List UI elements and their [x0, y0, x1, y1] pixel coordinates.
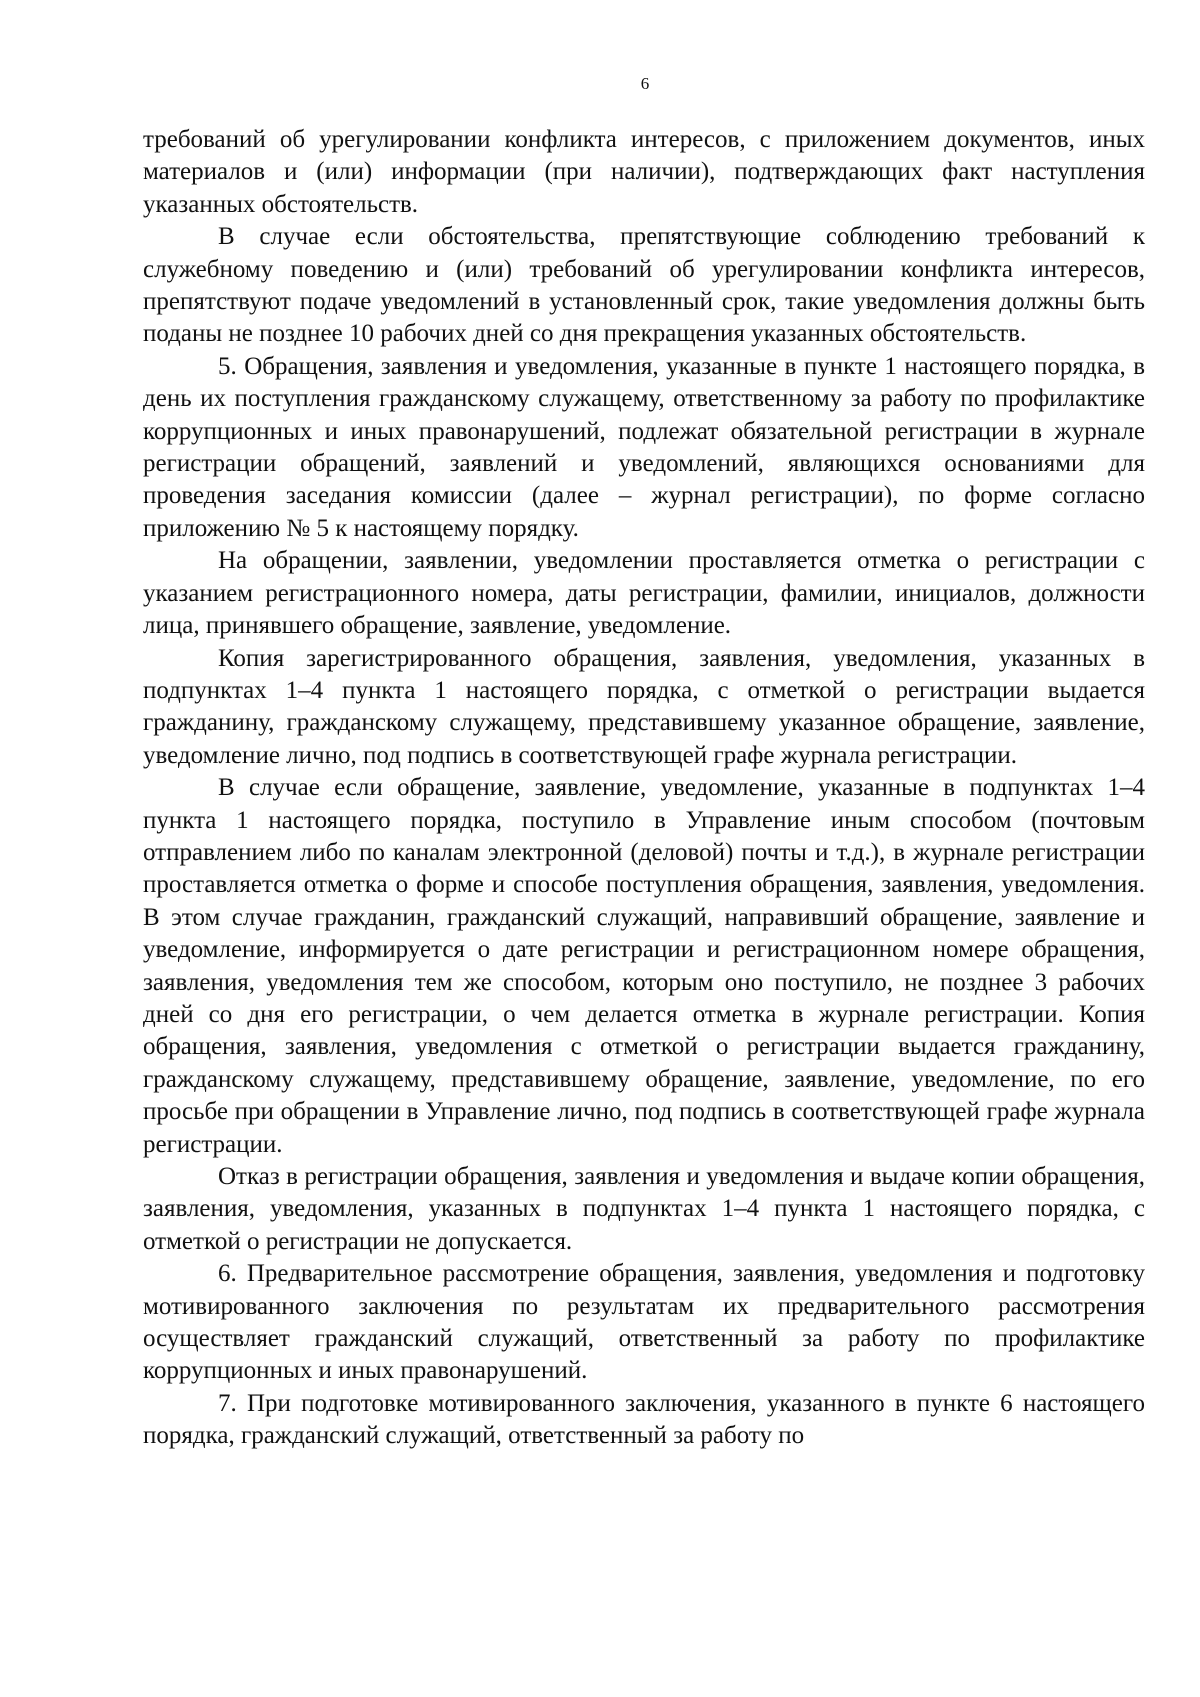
- paragraph: 7. При подготовке мотивированного заключения, указанного в пункте 6 настоящего порядка, гражданский служащий, ответственный за работу по: [143, 1389, 1145, 1450]
- paragraph: В случае если обстоятельства, препятствующие соблюдению требований к служебному поведению и (или) требований об урегулировании конфликта интересов, препятствуют подаче уведомлений в установленный срок, такие уведомления должны быть поданы не позднее 10 рабочих дней со дня прекращения указанных обстоятельств.: [143, 223, 1145, 348]
- paragraph: Копия зарегистрированного обращения, заявления, уведомления, указанных в подпунктах 1–4 пункта 1 настоящего порядка, с отметкой о регистрации выдается гражданину, гражданскому служащему, представившему указанное обращение, заявление, уведомление лично, под подпись в соответствующей графе журнала регистрации.: [143, 644, 1145, 769]
- page-number: 6: [640, 74, 650, 93]
- paragraph: 5. Обращения, заявления и уведомления, указанные в пункте 1 настоящего порядка, в день их поступления гражданскому служащему, ответственному за работу по профилактике коррупционных и иных правонарушений, подлежат обязательной регистрации в журнале регистрации обращений, заявлений и уведомлений, являющихся основаниями для проведения заседания комиссии (далее – журнал регистрации), по форме согласно приложению № 5 к настоящему порядку.: [143, 352, 1145, 542]
- paragraph: На обращении, заявлении, уведомлении проставляется отметка о регистрации с указанием регистрационного номера, даты регистрации, фамилии, инициалов, должности лица, принявшего обращение, заявление, уведомление.: [143, 547, 1145, 640]
- paragraph: требований об урегулировании конфликта интересов, с приложением документов, иных материалов и (или) информации (при наличии), подтверждающих факт наступления указанных обстоятельств.: [143, 126, 1145, 218]
- paragraph: В случае если обращение, заявление, уведомление, указанные в подпунктах 1–4 пункта 1 настоящего порядка, поступило в Управление иным способом (почтовым отправлением либо по каналам электронной (деловой) почты и т.д.), в журнале регистрации проставляется отметка о форме и способе поступления обращения, заявления, уведомления. В этом случае гражданин, гражданский служащий, направивший обращение, заявление и уведомление, информируется о дате регистрации и регистрационном номере обращения, заявления, уведомления тем же способом, которым оно поступило, не позднее 3 рабочих дней со дня его регистрации, о чем делается отметка в журнале регистрации. Копия обращения, заявления, уведомления с отметкой о регистрации выдается гражданину, гражданскому служащему, представившему обращение, заявление, уведомление, по его просьбе при обращении в Управление лично, под подпись в соответствующей графе журнала регистрации.: [143, 774, 1145, 1158]
- paragraph: 6. Предварительное рассмотрение обращения, заявления, уведомления и подготовку мотивированного заключения по результатам их предварительного рассмотрения осуществляет гражданский служащий, ответственный за работу по профилактике коррупционных и иных правонарушений.: [143, 1260, 1145, 1385]
- document-body: [143, 124, 1145, 1453]
- paragraph: Отказ в регистрации обращения, заявления и уведомления и выдаче копии обращения, заявления, уведомления, указанных в подпунктах 1–4 пункта 1 настоящего порядка, с отметкой о регистрации не допускается.: [143, 1163, 1145, 1255]
